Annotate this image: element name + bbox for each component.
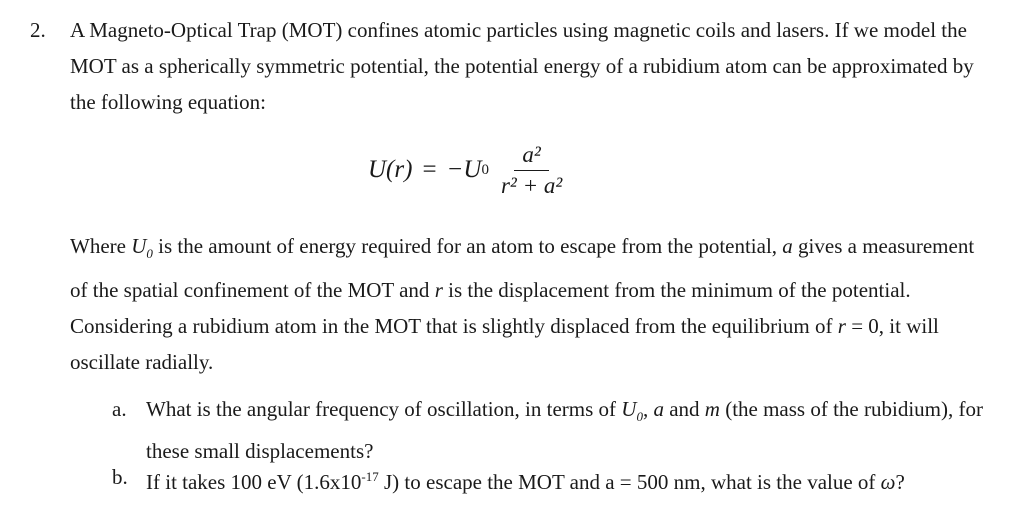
equation-equals: = <box>422 156 437 183</box>
list-item-text: If it takes 100 eV ($1.6x10^{-17}$ J) to escape the MOT and a = 500 nm, what is the value of ω? <box>146 469 905 494</box>
list-item-b <box>112 460 992 499</box>
equation-coef: −U <box>446 156 482 183</box>
equation-denominator: r² + a² <box>500 172 563 198</box>
problem-number: 2. <box>30 18 46 42</box>
equation-coef-sub: 0 <box>481 161 489 178</box>
list-item-a <box>112 392 992 468</box>
potential-equation <box>368 132 570 208</box>
list-item-text: What is the angular frequency of oscillation, in terms of $U_0$, a and m (the mass of the rubidium), for these small displacements? <box>146 397 983 464</box>
equation-numerator: a² <box>514 142 548 171</box>
list-marker: b. <box>112 465 128 489</box>
equation-fraction <box>493 142 570 199</box>
list-marker: a. <box>112 397 127 421</box>
problem-intro: A Magneto-Optical Trap (MOT) confines atomic particles using magnetic coils and lasers. If we model the MOT as a spherically symmetric potential, the potential energy of a rubidium atom can be approximated by the following equation: <box>70 18 974 114</box>
problem-description: Where $U_0$ is the amount of energy required for an atom to escape from the potential, a gives a measurement of the spatial confinement of the MOT and r is the displacement from the minimum of the potential. Considering a rubidium atom in the MOT that is slightly displaced from the equilibrium of r = 0, it will oscillate radially. <box>70 234 975 375</box>
equation-lhs: U(r) <box>368 156 413 183</box>
